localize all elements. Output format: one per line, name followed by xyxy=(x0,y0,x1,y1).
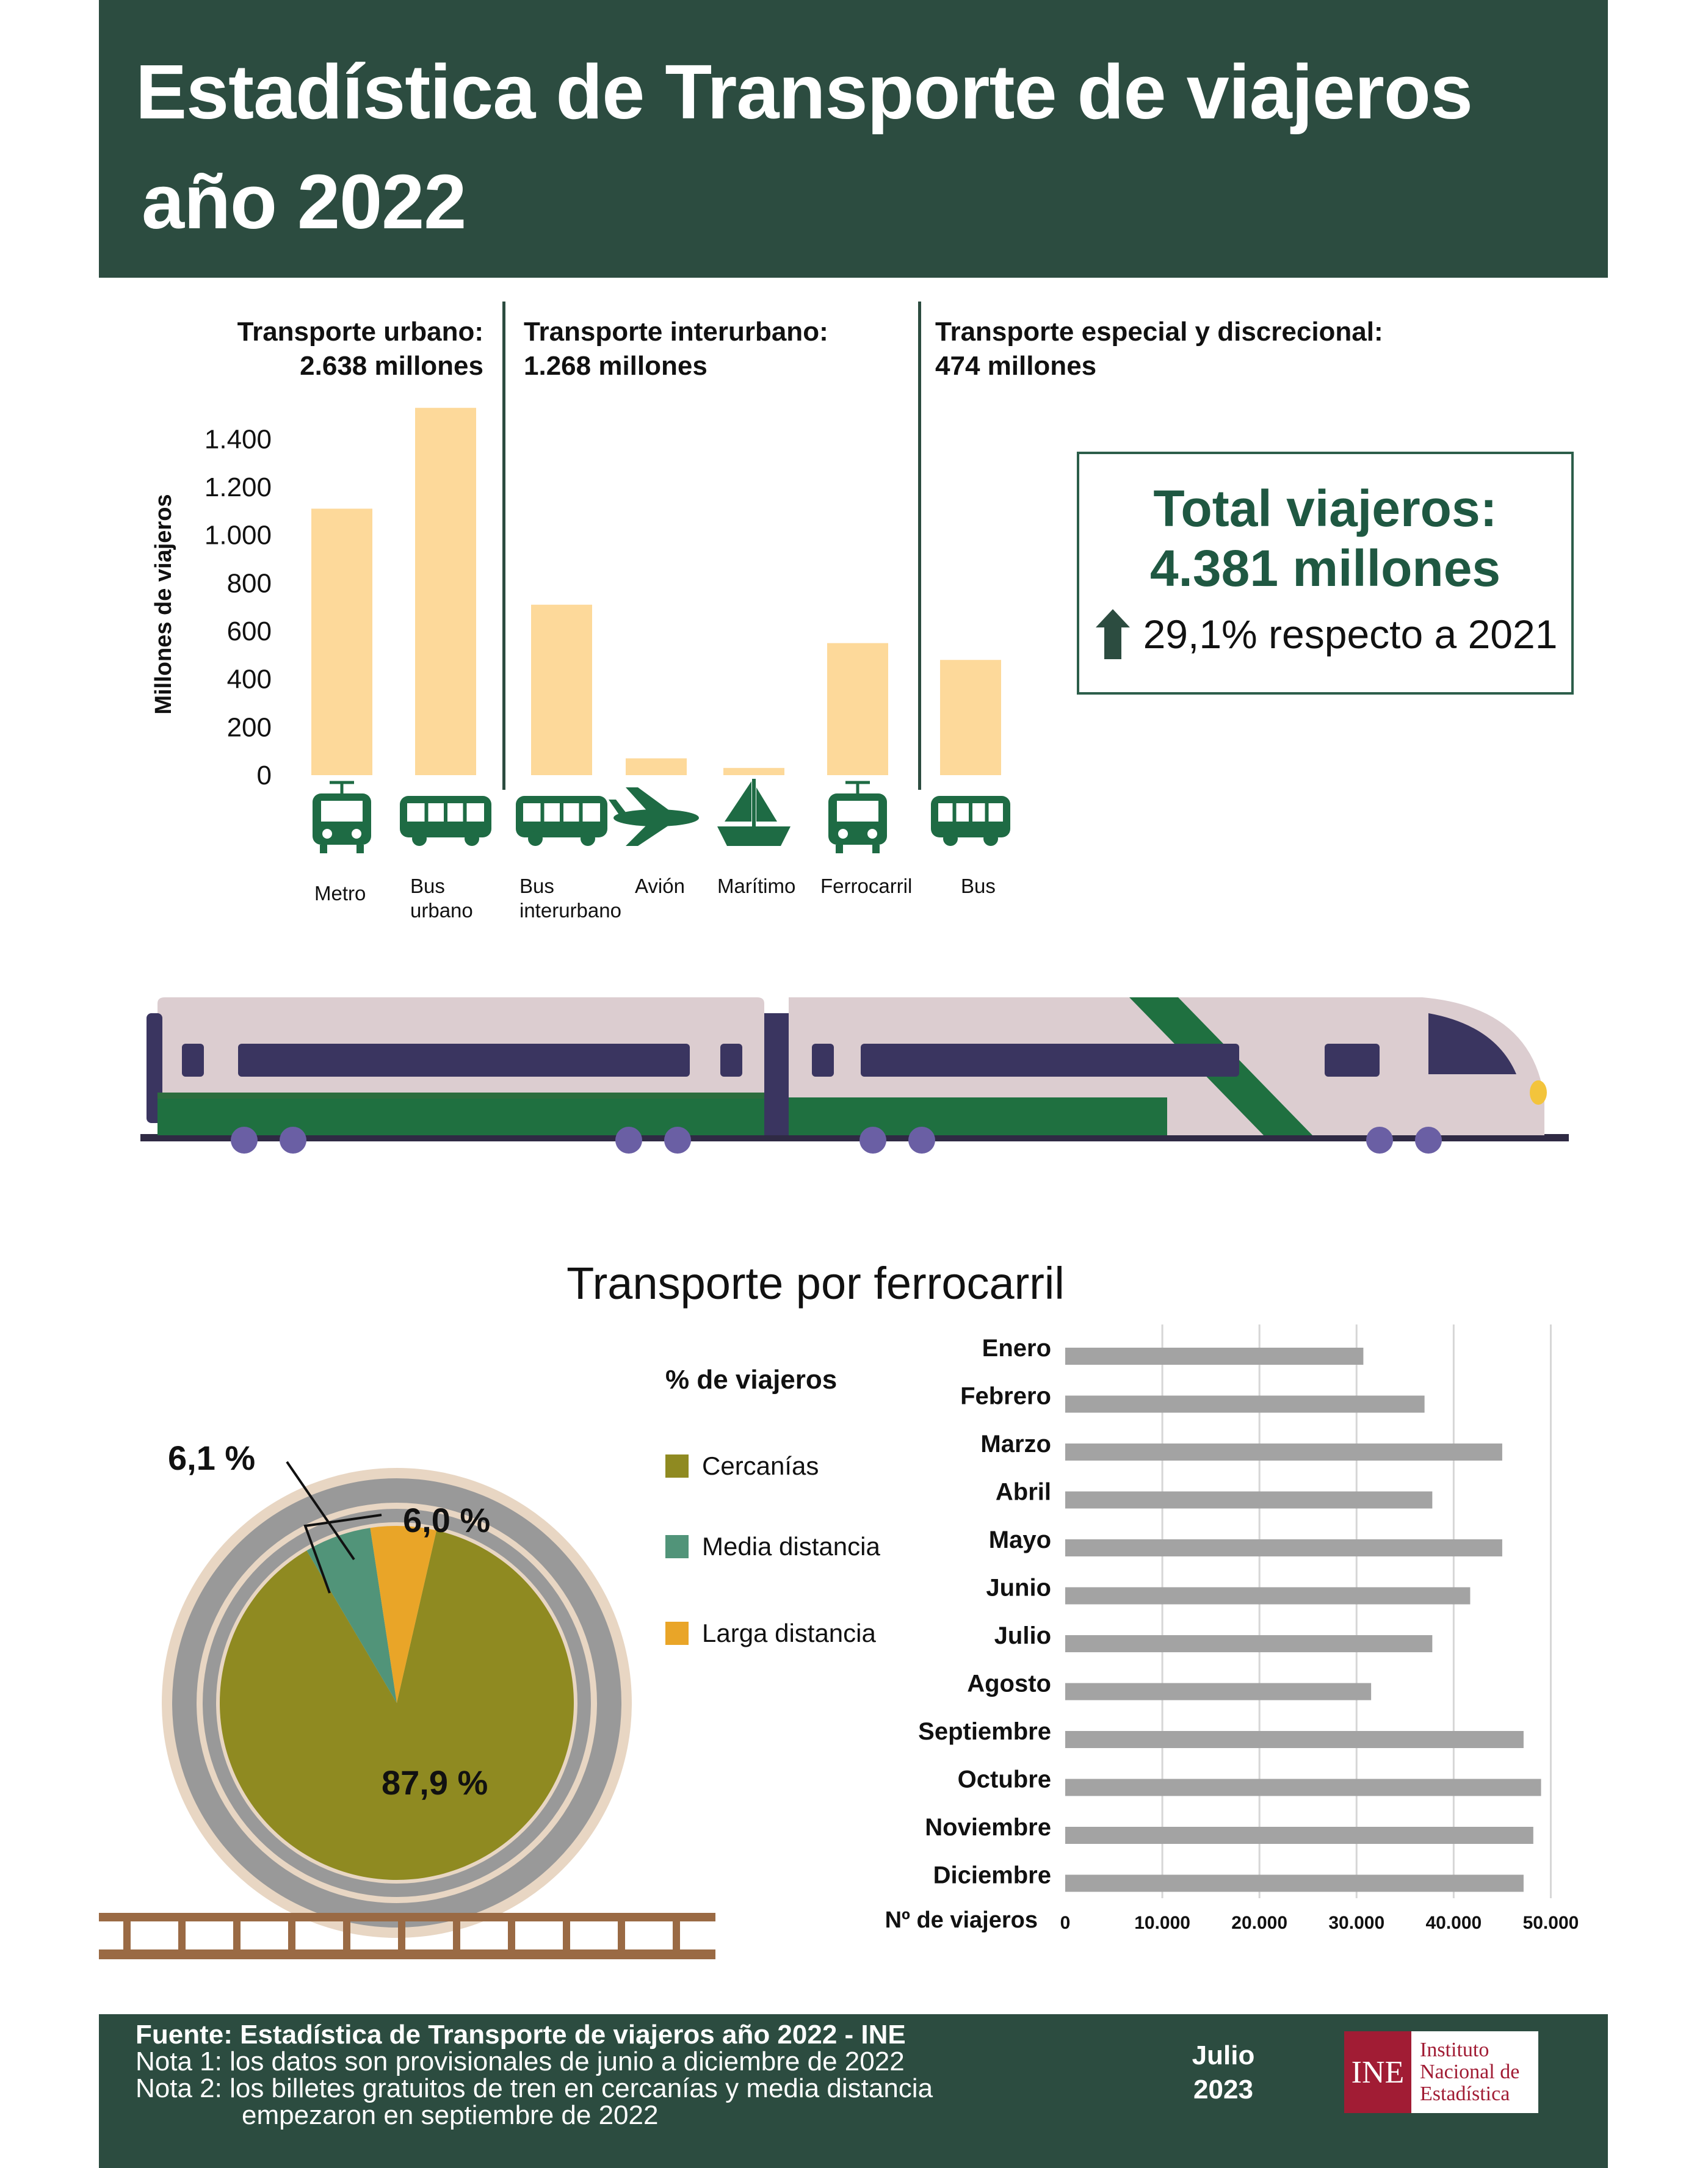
legend-swatch xyxy=(665,1454,689,1478)
page-title-line1: Estadística de Transporte de viajeros xyxy=(136,49,1472,135)
train-illustration xyxy=(140,989,1569,1166)
bar-septiembre xyxy=(1065,1731,1524,1748)
category-label-line: Ferrocarril xyxy=(820,875,913,897)
month-label: Septiembre xyxy=(918,1718,1051,1745)
y-tick-label: 200 xyxy=(226,712,272,743)
footer-source: Fuente: Estadística de Transporte de viajeros año 2022 - INE xyxy=(136,2020,906,2050)
month-label: Julio xyxy=(994,1622,1051,1649)
x-tick-label: 50.000 xyxy=(1522,1913,1579,1933)
intercity-bus-icon xyxy=(516,796,607,846)
bars xyxy=(311,408,1001,775)
bar-mayo xyxy=(1065,1539,1502,1556)
legend-title: % de viajeros xyxy=(665,1365,838,1395)
logo-line: Estadística xyxy=(1420,2083,1510,2105)
month-label: Diciembre xyxy=(933,1862,1051,1889)
category-label-line: Metro xyxy=(314,882,366,905)
bar-agosto xyxy=(1065,1683,1371,1700)
group-total: 2.638 millones xyxy=(300,351,483,381)
monthly-rail-bar-chart xyxy=(855,1318,1624,1941)
month-label: Abril xyxy=(995,1478,1051,1506)
category-label-line: Bus xyxy=(410,875,445,897)
group-total: 1.268 millones xyxy=(524,351,707,381)
x-axis-label: Nº de viajeros xyxy=(885,1907,1038,1933)
y-tick-label: 400 xyxy=(226,664,272,695)
logo-line: Nacional de xyxy=(1420,2061,1520,2083)
bar-marzo xyxy=(1065,1444,1502,1461)
month-label: Marzo xyxy=(980,1431,1051,1458)
x-tick-label: 10.000 xyxy=(1134,1913,1190,1933)
bar-noviembre xyxy=(1065,1827,1533,1844)
y-tick-label: 0 xyxy=(256,761,272,790)
category-label xyxy=(717,874,795,898)
bar-marítimo xyxy=(723,768,784,775)
group-title: Transporte interurbano: xyxy=(524,317,828,347)
group-heading-interurbano xyxy=(524,315,828,383)
y-tick-label: 1.400 xyxy=(204,424,272,455)
bar-avión xyxy=(626,758,687,775)
bar-febrero xyxy=(1065,1396,1425,1413)
train-icon xyxy=(828,782,887,853)
category-label xyxy=(410,874,473,923)
page-title-line2: año 2022 xyxy=(142,159,466,245)
legend-label: Media distancia xyxy=(702,1532,880,1561)
month-label: Mayo xyxy=(988,1527,1051,1553)
group-title: Transporte especial y discrecional: xyxy=(935,317,1383,347)
x-tick-label: 0 xyxy=(1060,1913,1071,1933)
category-label xyxy=(961,874,996,898)
total-value: 4.381 millones xyxy=(1149,540,1501,597)
bar-abril xyxy=(1065,1492,1432,1509)
month-label: Noviembre xyxy=(925,1814,1051,1841)
bar-bus-interurbano xyxy=(531,605,592,775)
category-label-line: Bus xyxy=(961,875,996,897)
category-label xyxy=(635,874,685,898)
passengers-bar-chart xyxy=(134,391,1050,940)
x-tick-label: 20.000 xyxy=(1231,1913,1288,1933)
group-heading-especial xyxy=(935,315,1383,383)
ine-logo xyxy=(1344,2031,1538,2113)
pie-label-larga: 6,0 % xyxy=(403,1501,491,1539)
pie-label-cercanias: 87,9 % xyxy=(382,1763,488,1802)
y-tick-label: 600 xyxy=(226,616,272,646)
footer-note1: Nota 1: los datos son provisionales de junio a diciembre de 2022 xyxy=(136,2047,905,2076)
legend-item-larga xyxy=(665,1619,876,1648)
legend-label: Larga distancia xyxy=(702,1619,876,1647)
legend-item-media xyxy=(665,1532,880,1561)
month-labels xyxy=(918,1335,1051,1889)
category-label xyxy=(519,874,621,923)
total-change-text: 29,1% respecto a 2021 xyxy=(1143,612,1558,657)
y-tick-label: 1.200 xyxy=(204,472,272,502)
footer-note2-cont: empezaron en septiembre de 2022 xyxy=(242,2100,659,2130)
month-label: Febrero xyxy=(960,1382,1051,1410)
group-total: 474 millones xyxy=(935,351,1097,381)
footer xyxy=(99,2014,1608,2168)
plane-icon xyxy=(609,787,699,846)
category-label xyxy=(820,874,912,898)
bar-enero xyxy=(1065,1348,1363,1365)
bar-octubre xyxy=(1065,1779,1541,1796)
month-label: Octubre xyxy=(957,1766,1051,1793)
legend-swatch xyxy=(665,1535,689,1558)
footer-date xyxy=(1181,2039,1266,2107)
ine-logo-text xyxy=(1411,2039,1519,2105)
x-tick-label: 30.000 xyxy=(1328,1913,1385,1933)
footer-month: Julio xyxy=(1192,2040,1255,2070)
category-label-line: Avión xyxy=(635,875,685,897)
y-axis-label: Millones de viajeros xyxy=(151,494,176,715)
rail-section-title: Transporte por ferrocarril xyxy=(566,1258,1065,1309)
metro-icon xyxy=(313,782,371,853)
ine-logo-mark: INE xyxy=(1344,2031,1411,2113)
rail-track xyxy=(99,1910,715,1965)
x-ticks xyxy=(1060,1913,1579,1933)
y-tick-label: 800 xyxy=(226,568,272,599)
category-label-line: Bus xyxy=(519,875,554,897)
group-heading-urbano xyxy=(183,315,483,383)
category-label-line: Marítimo xyxy=(717,875,796,897)
category-icons xyxy=(313,779,1010,853)
pie-label-media: 6,1 % xyxy=(168,1439,256,1477)
total-change xyxy=(1093,607,1558,662)
bar-junio xyxy=(1065,1588,1470,1605)
bar-diciembre xyxy=(1065,1875,1524,1892)
bars xyxy=(1065,1348,1541,1892)
footer-year: 2023 xyxy=(1193,2075,1253,2105)
y-ticks xyxy=(204,424,272,790)
bar-metro xyxy=(311,508,372,775)
bar-ferrocarril xyxy=(827,643,888,775)
category-label-line: interurbano xyxy=(519,899,621,922)
x-tick-label: 40.000 xyxy=(1425,1913,1482,1933)
month-label: Junio xyxy=(986,1574,1051,1602)
arrow-up-icon xyxy=(1093,607,1132,662)
legend-item-cercanias xyxy=(665,1451,819,1481)
rail-pie-chart xyxy=(98,1343,745,1978)
group-title: Transporte urbano: xyxy=(237,317,483,347)
total-label: Total viajeros: xyxy=(1153,480,1497,537)
month-label: Agosto xyxy=(967,1670,1051,1697)
y-tick-label: 1.000 xyxy=(204,520,272,551)
urban-bus-icon xyxy=(400,796,491,846)
bus-icon xyxy=(931,796,1010,846)
logo-line: Instituto xyxy=(1420,2039,1489,2061)
category-label xyxy=(314,881,366,906)
legend-swatch xyxy=(665,1622,689,1645)
category-label-line: urbano xyxy=(410,899,473,922)
bar-julio xyxy=(1065,1635,1432,1652)
month-label: Enero xyxy=(982,1335,1051,1362)
footer-note2: Nota 2: los billetes gratuitos de tren en cercanías y media distancia xyxy=(136,2073,933,2103)
legend-label: Cercanías xyxy=(702,1451,819,1480)
bar-bus xyxy=(940,660,1001,775)
boat-icon xyxy=(717,779,791,846)
pie-slices xyxy=(220,1526,574,1880)
total-box xyxy=(1077,452,1574,695)
bar-bus-urbano xyxy=(415,408,476,775)
